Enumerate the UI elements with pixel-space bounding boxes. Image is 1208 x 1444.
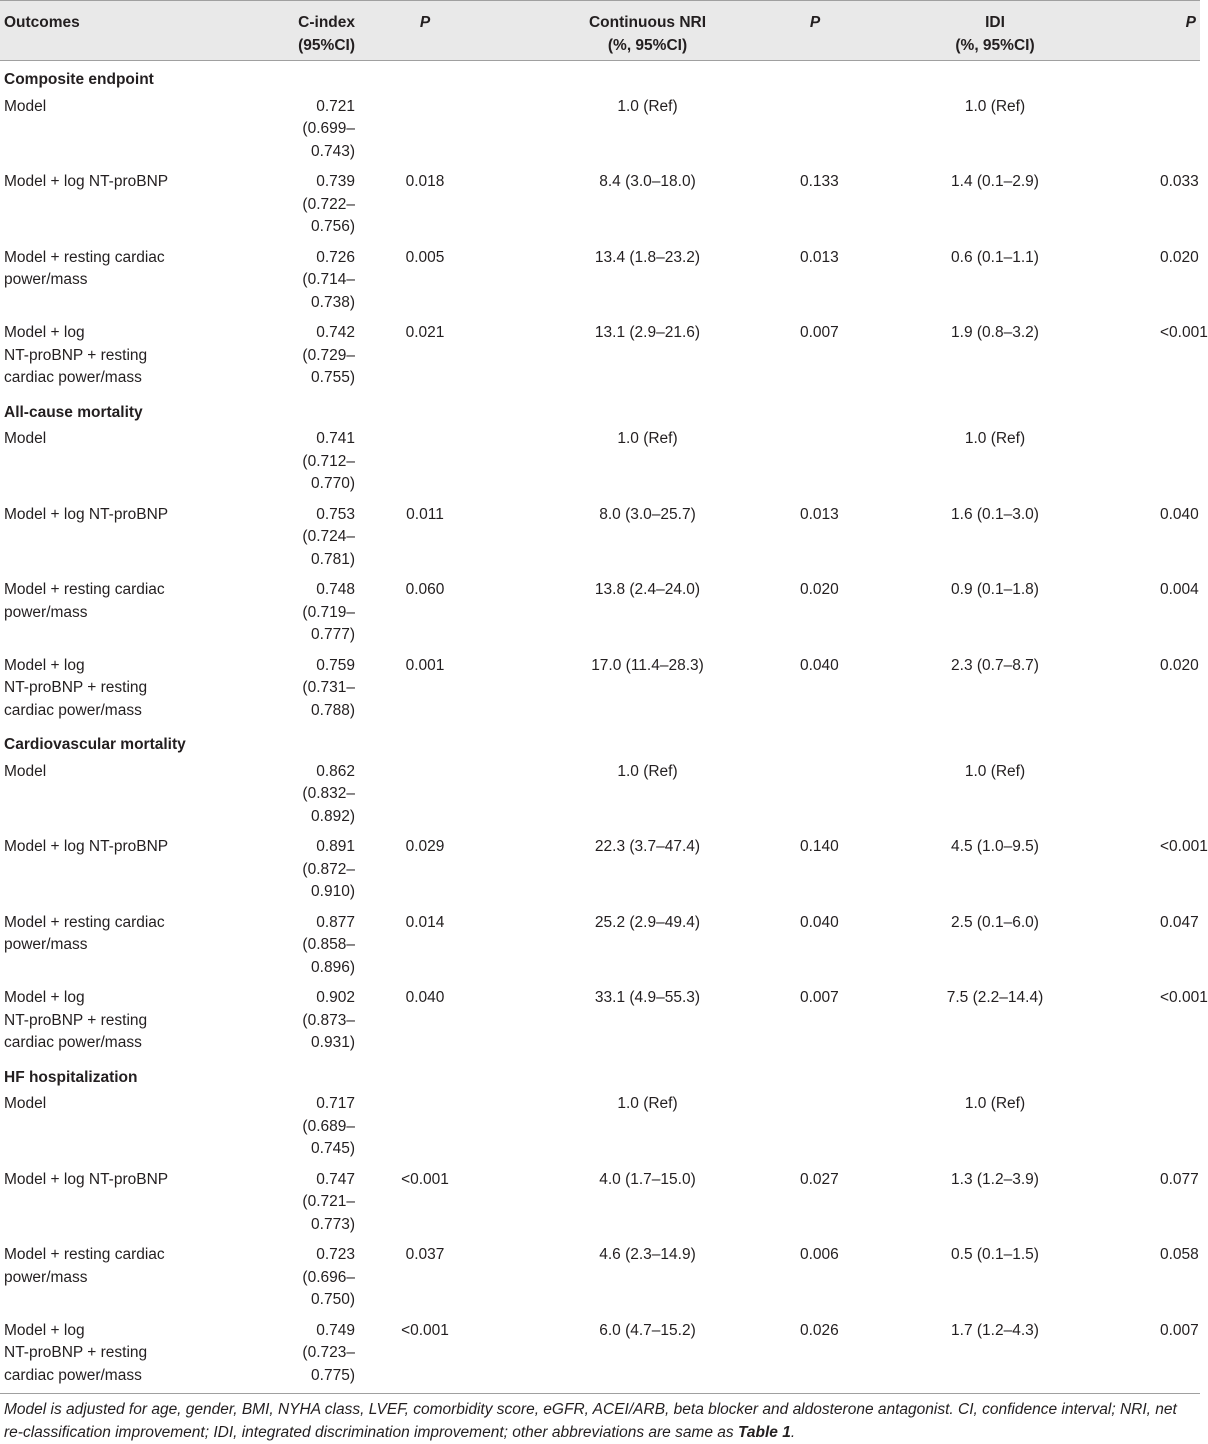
nri-cell: 22.3 (3.7–47.4) (594, 838, 701, 855)
section-header-row (0, 394, 1200, 425)
p-value-cindex-cell (355, 757, 495, 833)
row-label-cell: Model + resting cardiac power/mass (4, 248, 165, 288)
table-row (0, 167, 1200, 243)
table-row (0, 1165, 1200, 1241)
table-row (0, 92, 1200, 168)
p-value-cindex-cell: 0.040 (405, 989, 445, 1006)
cindex-value: 0.877 (316, 913, 355, 931)
cindex-ci: (0.723– 0.775) (302, 1344, 355, 1384)
section-title: Cardiovascular mortality (4, 736, 186, 753)
nri-cell: 8.0 (3.0–25.7) (599, 505, 696, 523)
cindex-value: 0.862 (316, 762, 355, 780)
cindex-cell (240, 1316, 355, 1394)
footnote-end: . (790, 1423, 796, 1441)
idi-cell: 1.9 (0.8–3.2) (951, 324, 1039, 341)
idi-cell: 1.7 (1.2–4.3) (951, 1321, 1039, 1339)
row-label-cell: Model (4, 762, 47, 780)
idi-cell: 7.5 (2.2–14.4) (946, 989, 1044, 1006)
idi-cell: 4.5 (1.0–9.5) (951, 838, 1039, 855)
p-value-nri-cell (800, 92, 830, 168)
row-label-cell: Model + log NT-proBNP + resting cardiac power/mass (4, 989, 148, 1051)
cindex-value: 0.717 (316, 1095, 355, 1112)
cindex-cell (240, 167, 355, 243)
row-label-cell: Model + log NT-proBNP + resting cardiac power/mass (4, 656, 148, 719)
idi-cell: 1.0 (Ref) (964, 430, 1026, 447)
cindex-ci: (0.721– 0.773) (302, 1193, 355, 1233)
p-value-nri-cell: 0.026 (800, 1321, 839, 1339)
nri-cell: 13.4 (1.8–23.2) (594, 248, 701, 266)
nri-cell: 17.0 (11.4–28.3) (591, 656, 704, 674)
p-value-idi-cell: 0.040 (1160, 505, 1199, 523)
cindex-value: 0.747 (316, 1170, 355, 1188)
p-value-idi-cell: <0.001 (1160, 324, 1208, 341)
idi-cell: 2.5 (0.1–6.0) (951, 913, 1039, 931)
cindex-cell (240, 908, 355, 984)
p-value-nri-cell: 0.140 (800, 838, 839, 855)
table-header (0, 1, 1200, 61)
cindex-cell (240, 983, 355, 1059)
row-label-cell: Model + resting cardiac power/mass (4, 581, 165, 621)
idi-cell: 1.0 (Ref) (964, 762, 1026, 780)
p-value-nri-cell (800, 757, 830, 833)
nri-cell: 33.1 (4.9–55.3) (594, 989, 701, 1006)
idi-cell: 1.0 (Ref) (964, 97, 1026, 115)
p-value-nri-cell: 0.133 (800, 173, 839, 190)
row-label-cell: Model + log NT-proBNP (4, 838, 169, 855)
cindex-ci: (0.689– 0.745) (302, 1117, 355, 1157)
p-value-nri-cell: 0.013 (800, 505, 839, 523)
p-value-idi-cell (1160, 92, 1200, 168)
p-value-idi-cell (1160, 757, 1200, 833)
nri-cell: 1.0 (Ref) (617, 97, 678, 115)
cindex-value: 0.721 (316, 97, 355, 115)
idi-cell: 2.3 (0.7–8.7) (951, 656, 1039, 674)
row-label-cell: Model (4, 1095, 47, 1112)
table-row (0, 651, 1200, 727)
p-value-cindex-cell: 0.001 (405, 656, 445, 674)
p-value-nri-cell: 0.007 (800, 324, 839, 341)
p-value-nri-cell: 0.006 (800, 1246, 839, 1263)
table-row (0, 318, 1200, 394)
idi-cell: 1.6 (0.1–3.0) (951, 505, 1039, 523)
cindex-cell (240, 318, 355, 394)
table-row (0, 575, 1200, 651)
cindex-ci: (0.731– 0.788) (302, 679, 355, 719)
row-label-cell: Model (4, 430, 47, 447)
cindex-value: 0.748 (316, 581, 355, 598)
table-row (0, 908, 1200, 984)
header-p1: P (355, 1, 495, 61)
p-value-idi-cell: 0.058 (1160, 1246, 1199, 1263)
section-header-row (0, 61, 1200, 92)
p-value-cindex-cell: 0.014 (405, 913, 445, 931)
cindex-value: 0.749 (316, 1321, 355, 1339)
idi-cell: 1.4 (0.1–2.9) (951, 173, 1039, 190)
p-value-cindex-cell: <0.001 (401, 1170, 449, 1188)
footnote-text: Model is adjusted for age, gender, BMI, NYHA class, LVEF, comorbidity score, eGFR, ACEI/ARB, beta blocker and aldosterone antagonist. CI, confidence interval; NRI, net re-classification improvement; IDI, integrated discrimination improvement; other abbreviations are same as (4, 1401, 1177, 1441)
p-value-cindex-cell: <0.001 (401, 1321, 449, 1339)
header-p2: P (800, 1, 830, 61)
p-value-nri-cell: 0.020 (800, 581, 839, 598)
header-cindex: C-index (95%CI) (240, 1, 355, 61)
table-row (0, 983, 1200, 1059)
cindex-value: 0.902 (316, 989, 355, 1006)
table-row (0, 243, 1200, 319)
p-value-idi-cell: 0.004 (1160, 581, 1199, 598)
cindex-cell (240, 757, 355, 833)
cindex-ci: (0.832– 0.892) (302, 785, 355, 825)
cindex-ci: (0.719– 0.777) (302, 603, 355, 643)
cindex-value: 0.741 (316, 430, 355, 447)
section-title: Composite endpoint (4, 71, 154, 88)
nri-cell: 4.6 (2.3–14.9) (599, 1246, 696, 1263)
header-nri: Continuous NRI (%, 95%CI) (495, 1, 800, 61)
p-value-cindex-cell: 0.018 (405, 173, 445, 190)
header-outcomes: Outcomes (0, 1, 240, 61)
cindex-cell (240, 575, 355, 651)
table-row (0, 832, 1200, 908)
table-body (0, 61, 1208, 1394)
p-value-nri-cell (800, 1089, 830, 1165)
row-label-cell: Model + log NT-proBNP + resting cardiac power/mass (4, 324, 148, 386)
row-label-cell: Model + log NT-proBNP (4, 173, 169, 190)
cindex-ci: (0.696– 0.750) (302, 1268, 355, 1308)
row-label-cell: Model + log NT-proBNP (4, 505, 169, 523)
row-label-cell: Model + log NT-proBNP + resting cardiac power/mass (4, 1321, 148, 1384)
p-value-idi-cell (1160, 1089, 1200, 1165)
header-idi: IDI (%, 95%CI) (830, 1, 1160, 61)
p-value-cindex-cell: 0.037 (405, 1246, 445, 1263)
p-value-nri-cell (800, 424, 830, 500)
p-value-idi-cell: 0.020 (1160, 656, 1199, 674)
cindex-ci: (0.714– 0.738) (302, 271, 355, 311)
table-row (0, 1240, 1200, 1316)
p-value-cindex-cell: 0.005 (405, 248, 445, 266)
cindex-value: 0.759 (316, 656, 355, 674)
section-header-row (0, 1059, 1200, 1090)
p-value-idi-cell: 0.007 (1160, 1321, 1199, 1339)
table-row (0, 1089, 1200, 1165)
cindex-cell (240, 1089, 355, 1165)
p-value-cindex-cell: 0.060 (405, 581, 445, 598)
nri-cell: 8.4 (3.0–18.0) (599, 173, 696, 190)
table-row (0, 424, 1200, 500)
cindex-cell (240, 424, 355, 500)
cindex-ci: (0.722– 0.756) (302, 195, 355, 235)
cindex-ci: (0.724– 0.781) (302, 528, 355, 568)
p-value-nri-cell: 0.013 (800, 248, 839, 266)
cindex-value: 0.739 (316, 173, 355, 190)
p-value-nri-cell: 0.007 (800, 989, 839, 1006)
cindex-ci: (0.858– 0.896) (302, 936, 355, 976)
p-value-idi-cell: 0.077 (1160, 1170, 1199, 1188)
cindex-cell (240, 92, 355, 168)
cindex-cell (240, 1165, 355, 1241)
row-label-cell: Model + resting cardiac power/mass (4, 1246, 165, 1286)
row-label-cell: Model + log NT-proBNP (4, 1170, 169, 1188)
table-footnote (0, 1394, 1200, 1444)
nri-cell: 4.0 (1.7–15.0) (599, 1170, 696, 1188)
idi-cell: 1.3 (1.2–3.9) (951, 1170, 1039, 1188)
cindex-ci: (0.729– 0.755) (302, 346, 355, 386)
section-title: All-cause mortality (4, 403, 143, 421)
header-p3: P (1160, 1, 1200, 61)
table-row (0, 500, 1200, 576)
p-value-cindex-cell: 0.011 (406, 505, 444, 523)
idi-cell: 0.9 (0.1–1.8) (951, 581, 1039, 598)
cindex-cell (240, 243, 355, 319)
p-value-cindex-cell: 0.029 (405, 838, 445, 855)
cindex-cell (240, 500, 355, 576)
p-value-nri-cell: 0.040 (800, 656, 839, 674)
cindex-value: 0.723 (316, 1246, 355, 1263)
nri-cell: 6.0 (4.7–15.2) (599, 1321, 696, 1339)
row-label-cell: Model + resting cardiac power/mass (4, 913, 165, 953)
cindex-value: 0.742 (316, 324, 355, 341)
row-label-cell: Model (4, 97, 47, 115)
idi-cell: 1.0 (Ref) (964, 1095, 1026, 1112)
p-value-idi-cell: 0.047 (1160, 913, 1199, 931)
cindex-value: 0.726 (316, 248, 355, 266)
p-value-cindex-cell (355, 92, 495, 168)
p-value-nri-cell: 0.027 (800, 1170, 839, 1188)
p-value-idi-cell (1160, 424, 1200, 500)
p-value-idi-cell: 0.020 (1160, 248, 1199, 266)
cindex-ci: (0.872– 0.910) (302, 860, 355, 900)
section-header-row (0, 726, 1200, 757)
nri-cell: 1.0 (Ref) (617, 1095, 678, 1112)
idi-cell: 0.5 (0.1–1.5) (951, 1246, 1039, 1263)
cindex-ci: (0.712– 0.770) (302, 452, 355, 492)
nri-cell: 1.0 (Ref) (617, 762, 678, 780)
idi-cell: 0.6 (0.1–1.1) (951, 248, 1039, 266)
nri-cell: 13.8 (2.4–24.0) (594, 581, 701, 598)
table-row (0, 757, 1200, 833)
p-value-cindex-cell (355, 424, 495, 500)
cindex-ci: (0.873– 0.931) (302, 1011, 355, 1051)
cindex-value: 0.891 (316, 838, 355, 855)
table-row (0, 1316, 1200, 1394)
cindex-cell (240, 651, 355, 727)
cindex-cell (240, 1240, 355, 1316)
nri-cell: 13.1 (2.9–21.6) (594, 324, 701, 341)
nri-cell: 1.0 (Ref) (617, 430, 678, 447)
p-value-idi-cell: 0.033 (1160, 173, 1199, 190)
p-value-cindex-cell (355, 1089, 495, 1165)
nri-cell: 25.2 (2.9–49.4) (594, 913, 701, 931)
cindex-cell (240, 832, 355, 908)
cindex-value: 0.753 (316, 505, 355, 523)
footnote-table-ref: Table 1 (737, 1423, 791, 1441)
p-value-cindex-cell: 0.021 (405, 324, 445, 341)
p-value-idi-cell: <0.001 (1160, 838, 1208, 855)
p-value-idi-cell: <0.001 (1160, 989, 1208, 1006)
cindex-ci: (0.699– 0.743) (302, 120, 355, 160)
section-title: HF hospitalization (4, 1068, 138, 1086)
p-value-nri-cell: 0.040 (800, 913, 839, 931)
